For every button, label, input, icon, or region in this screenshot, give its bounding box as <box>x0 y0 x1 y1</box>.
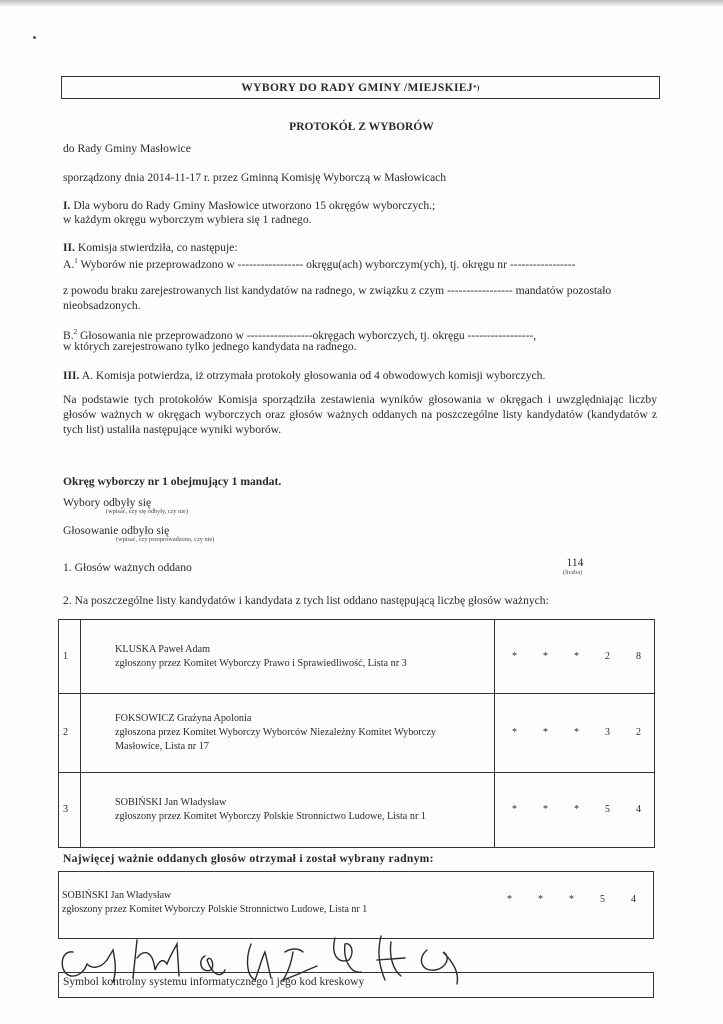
vote-digit: * <box>543 650 548 662</box>
section-2a-continued: z powodu braku zarejestrowanych list kandydatów na radnego, w związku z czym ----------------- mandatów pozostało nieobsadzonych. <box>63 284 612 312</box>
candidate-cell <box>81 694 495 773</box>
section-2a-text: Wyborów nie przeprowadzono w ----------------- okręgu(ach) wyborczym(ych), tj. okręgu nr ----------------- <box>80 257 576 271</box>
section-3-label: III. <box>63 369 80 382</box>
table-intro: 2. Na poszczególne listy kandydatów i kandydata z tych list oddano następującą liczbę głosów ważnych: <box>63 594 549 607</box>
section-2-intro-text: Komisja stwierdziła, co następuje: <box>77 241 238 254</box>
section-2-label: II. <box>63 241 75 254</box>
section-2b-mark: 2 <box>73 328 78 336</box>
candidate-name: FOKSOWICZ Grażyna Apolonia <box>115 713 252 724</box>
vote-digit: * <box>543 804 548 815</box>
vote-digit: * <box>512 727 517 738</box>
section-2b-text: Głosowania nie przeprowadzono w -----------------okręgach wyborczych, tj. okręgu -----------------, <box>80 328 537 342</box>
vote-digit: * <box>574 804 579 815</box>
vote-digit: * <box>569 894 574 905</box>
section-2a-line <box>63 254 575 272</box>
prepared-line: sporządzony dnia 2014-11-17 r. przez Gminną Komisję Wyborczą w Masłowicach <box>63 171 447 184</box>
winner-votes <box>494 894 649 905</box>
section-3-paragraph: Na podstawie tych protokołów Komisja sporządziła zestawienia wyników głosowania w okręgach i uwzględniając liczby głosów ważnych w okręgach wyborczych oraz głosów ważnych oddanych na poszczególne listy kandydatów (kandydatów z tych list) ustaliła następujące wyniki wyborów. <box>63 393 657 436</box>
candidate-committee: zgłoszony przez Komitet Wyborczy Prawo i Sprawiedliwość, Lista nr 3 <box>115 657 407 669</box>
vote-digit: * <box>574 727 579 738</box>
vote-digit: 2 <box>636 727 641 738</box>
signature-3 <box>201 956 225 975</box>
candidate-cell <box>81 773 495 848</box>
candidate-cell <box>81 620 495 694</box>
scan-speck <box>33 36 36 39</box>
valid-votes-label: 1. Głosów ważnych oddano <box>63 561 192 574</box>
candidate-votes <box>495 694 655 773</box>
scan-top-edge <box>0 0 723 7</box>
protocol-title: PROTOKÓŁ Z WYBORÓW <box>289 121 434 133</box>
voting-held-hint: (wpisać, czy przeprowadzono, czy nie) <box>116 536 215 543</box>
signature-7 <box>377 936 405 980</box>
district-heading: Okręg wyborczy nr 1 obejmujący 1 mandat. <box>63 475 282 488</box>
section-1-label: I. <box>63 199 71 212</box>
section-3-a-text: A. Komisja potwierdza, iż otrzymała protokoły głosowania od 4 obwodowych komisji wyborczych. <box>81 369 546 382</box>
candidate-name: KLUSKA Paweł Adam <box>115 643 211 655</box>
candidate-committee: zgłoszony przez Komitet Wyborczy Polskie Stronnictwo Ludowe, Lista nr 1 <box>115 811 426 822</box>
winner-name: SOBIŃSKI Jan Władysław <box>62 890 172 901</box>
header-footnote-mark: *) <box>473 83 480 92</box>
section-2b-label: B. <box>63 328 74 342</box>
vote-digit: * <box>538 894 543 905</box>
table-row <box>59 620 655 694</box>
signature-1 <box>62 950 115 982</box>
vote-digit: * <box>512 804 517 815</box>
section-3-a-line <box>63 368 545 383</box>
vote-digit: * <box>507 894 512 905</box>
vote-digit: 5 <box>600 894 605 905</box>
candidate-votes <box>495 773 655 848</box>
candidate-committee: zgłoszona przez Komitet Wyborczy Wyborców Niezależny Komitet Wyborczy <box>115 727 436 738</box>
candidates-table <box>58 619 655 848</box>
elections-held-label: Wybory odbyły się <box>63 496 152 509</box>
voting-held-label: Głosowanie odbyło się <box>63 524 170 537</box>
winner-cell <box>62 889 367 917</box>
section-2a-mark: 1 <box>74 257 78 265</box>
winner-committee: zgłoszony przez Komitet Wyborczy Polskie Stronnictwo Ludowe, Lista nr 1 <box>62 904 368 915</box>
addressee: do Rady Gminy Masłowice <box>63 142 191 155</box>
candidate-name: SOBIŃSKI Jan Władysław <box>115 797 227 808</box>
table-row <box>59 694 655 773</box>
vote-digit: 2 <box>605 650 610 662</box>
table-row <box>59 773 655 848</box>
section-2a-label: A. <box>63 257 75 271</box>
section-1-line-2: w każdym okręgu wyborczym wybiera się 1 radnego. <box>63 213 312 226</box>
vote-digit: * <box>543 727 548 738</box>
signature-8 <box>421 950 457 984</box>
header-title: WYBORY DO RADY GMINY /MIEJSKIEJ <box>241 81 474 94</box>
winner-heading: Najwięcej ważnie oddanych głosów otrzymał i został wybrany radnym: <box>63 852 434 865</box>
candidate-committee-cont: Masłowice, Lista nr 17 <box>115 741 209 752</box>
valid-votes-value: 114 <box>566 556 584 569</box>
valid-votes-unit: (liczba) <box>563 569 583 576</box>
vote-digit: 5 <box>605 804 610 815</box>
vote-digit: * <box>512 650 517 662</box>
candidate-number: 3 <box>59 773 81 848</box>
section-1-text: Dla wyboru do Rady Gminy Masłowice utworzono 15 okręgów wyborczych.; <box>73 199 436 212</box>
signature-5 <box>283 949 317 980</box>
control-symbol-label: Symbol kontrolny systemu informatycznego i jego kod kreskowy <box>63 976 365 988</box>
document-header <box>61 76 660 99</box>
candidate-votes <box>495 620 655 694</box>
vote-digit: 4 <box>636 804 641 815</box>
candidate-number: 2 <box>59 694 81 773</box>
signature-4 <box>248 944 271 980</box>
section-2-intro <box>63 240 238 255</box>
vote-digit: 4 <box>631 894 636 905</box>
signature-6 <box>334 938 361 972</box>
candidate-number: 1 <box>59 620 81 694</box>
vote-digit: 8 <box>636 650 641 662</box>
vote-digit: * <box>574 650 579 662</box>
elections-held-hint: (wpisać, czy się odbyły, czy nie) <box>106 508 188 515</box>
section-2b-line-2: w których zarejestrowano tylko jednego kandydata na radnego. <box>63 340 357 353</box>
section-1-line-1 <box>63 198 435 213</box>
signatures <box>55 930 465 988</box>
signature-2 <box>133 940 179 978</box>
vote-digit: 3 <box>605 727 610 738</box>
